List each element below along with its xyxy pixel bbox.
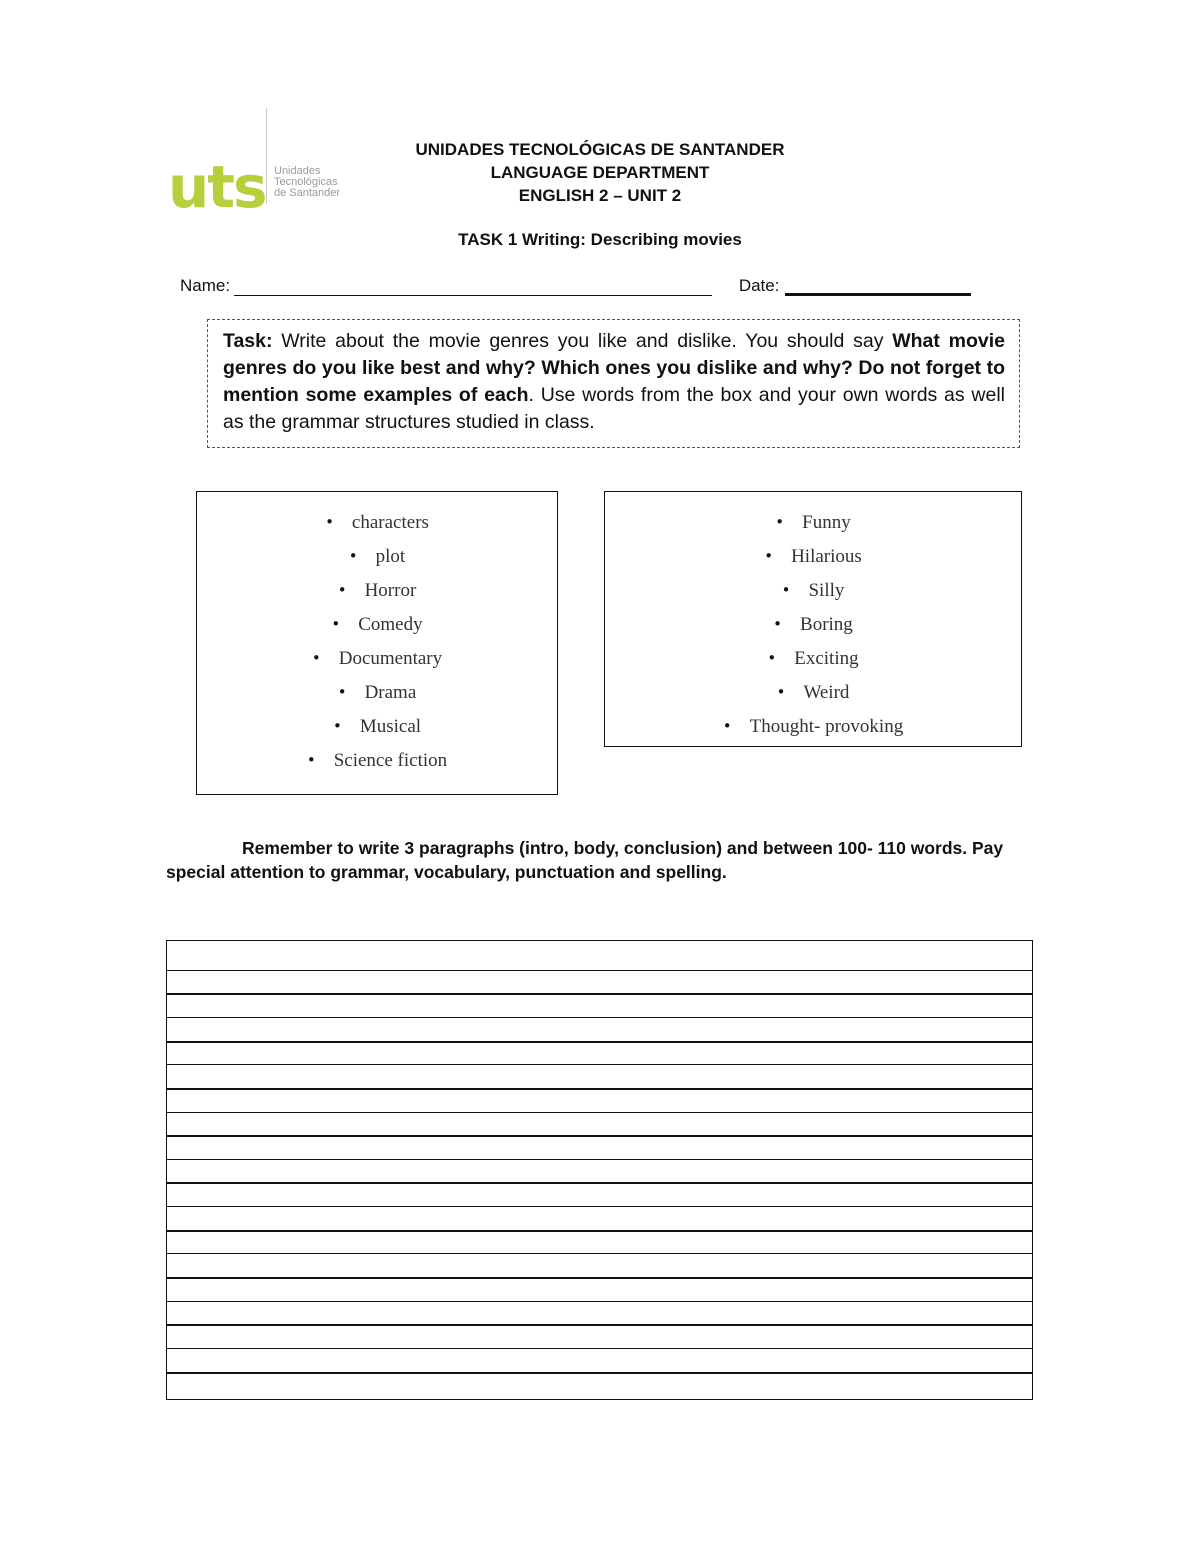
writing-line	[167, 1135, 1032, 1137]
vocab-item: • Thought- provoking	[605, 713, 1021, 747]
name-field[interactable]	[234, 277, 712, 296]
vocab-item: • Boring	[605, 611, 1021, 645]
writing-line	[167, 1301, 1032, 1302]
writing-line	[167, 1088, 1032, 1090]
writing-line	[167, 1017, 1032, 1018]
department-title: LANGUAGE DEPARTMENT	[490, 163, 710, 182]
task-questions: What movie genres do you like best and why? Which ones you dislike and why? Do not forget to mention some examples of each	[223, 330, 1005, 406]
vocab-item: • Documentary	[197, 645, 557, 679]
institution-title: UNIDADES TECNOLÓGICAS DE SANTANDER	[415, 140, 785, 159]
writing-line	[167, 1324, 1032, 1326]
vocab-item: • plot	[197, 543, 557, 577]
vocab-item: • Silly	[605, 577, 1021, 611]
task-title: TASK 1 Writing: Describing movies	[458, 230, 742, 249]
vocab-item: • Science fiction	[197, 747, 557, 781]
vocab-item: • Drama	[197, 679, 557, 713]
writing-line	[167, 1159, 1032, 1160]
task-instructions-box	[207, 319, 1020, 448]
vocab-item: • Musical	[197, 713, 557, 747]
vocab-item: • Funny	[605, 509, 1021, 543]
writing-line	[167, 1182, 1032, 1184]
name-date-row	[180, 276, 971, 296]
logo-text-line: Tecnológicas	[274, 176, 338, 188]
vocab-item: • Hilarious	[605, 543, 1021, 577]
writing-line	[167, 1064, 1032, 1065]
logo-text-line: Unidades	[274, 165, 321, 177]
writing-line	[167, 1206, 1032, 1207]
task-text: Write about the movie genres you like and dislike. You should say	[272, 330, 893, 352]
date-field[interactable]	[785, 277, 971, 296]
vocab-item: • Exciting	[605, 645, 1021, 679]
logo-text-line: de Santander	[274, 187, 341, 199]
name-label: Name:	[180, 276, 231, 295]
writing-reminder: Remember to write 3 paragraphs (intro, body, conclusion) and between 100- 110 words. Pay special attention to grammar, vocabulary, punctuation and spelling.	[166, 838, 1004, 882]
vocab-item: • characters	[197, 509, 557, 543]
writing-line	[167, 1372, 1032, 1374]
logo-mark: uts	[168, 153, 266, 221]
writing-line	[167, 970, 1032, 971]
writing-line	[167, 1230, 1032, 1232]
writing-line	[167, 1348, 1032, 1349]
vocab-item: • Horror	[197, 577, 557, 611]
writing-line	[167, 993, 1032, 995]
date-label: Date:	[738, 276, 780, 295]
vocab-item: • Comedy	[197, 611, 557, 645]
task-label: Task:	[223, 330, 273, 352]
vocabulary-box-genres	[196, 491, 558, 795]
writing-line	[167, 1112, 1032, 1113]
writing-line	[167, 1253, 1032, 1254]
logo-divider	[266, 108, 267, 204]
writing-line	[167, 1041, 1032, 1043]
task-text-end: . Use words from the box and your own words as well as the grammar structures studied in class.	[223, 384, 1005, 433]
writing-area[interactable]	[166, 940, 1033, 1400]
vocab-item: • Weird	[605, 679, 1021, 713]
writing-line	[167, 1277, 1032, 1279]
vocabulary-box-adjectives	[604, 491, 1022, 747]
course-title: ENGLISH 2 – UNIT 2	[518, 186, 682, 205]
